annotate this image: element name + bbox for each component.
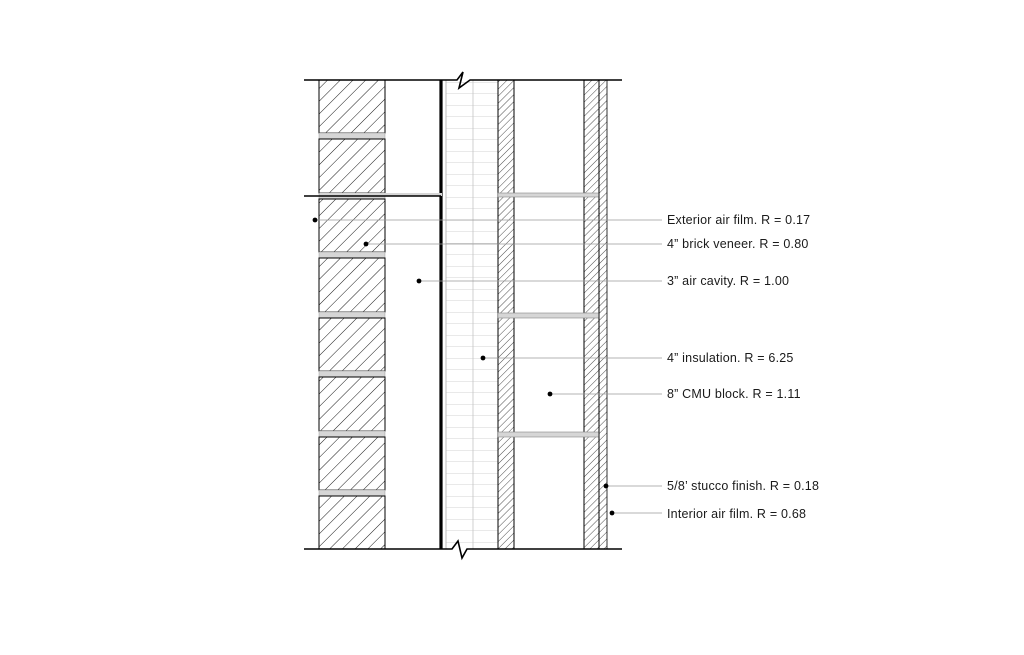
rigid-insulation xyxy=(446,80,498,549)
label-stucco-finish: 5/8’ stucco finish. R = 0.18 xyxy=(667,479,820,493)
cmu-web xyxy=(498,432,599,437)
cmu-web xyxy=(498,313,599,318)
leader-dot xyxy=(610,511,615,516)
mortar-joint xyxy=(319,431,385,437)
mortar-joint xyxy=(319,252,385,258)
leader-dot xyxy=(604,484,609,489)
brick-veneer xyxy=(319,80,385,549)
brick xyxy=(319,318,385,371)
brick xyxy=(319,258,385,312)
mortar-joint xyxy=(319,133,385,139)
label-air-cavity: 3” air cavity. R = 1.00 xyxy=(667,274,790,288)
label-interior-air-film: Interior air film. R = 0.68 xyxy=(667,507,807,521)
mortar-joint xyxy=(319,490,385,496)
leader-dot xyxy=(313,218,318,223)
cmu-web xyxy=(498,193,599,197)
brick xyxy=(319,377,385,431)
mortar-joint xyxy=(319,371,385,377)
leader-dot xyxy=(548,392,553,397)
label-exterior-air-film: Exterior air film. R = 0.17 xyxy=(667,213,811,227)
label-insulation: 4” insulation. R = 6.25 xyxy=(667,351,794,365)
brick xyxy=(319,139,385,193)
label-cmu-block: 8” CMU block. R = 1.11 xyxy=(667,387,801,401)
leader-dot xyxy=(417,279,422,284)
label-brick-veneer: 4” brick veneer. R = 0.80 xyxy=(667,237,809,251)
brick xyxy=(319,496,385,549)
leader-dot xyxy=(364,242,369,247)
brick xyxy=(319,437,385,490)
brick xyxy=(319,80,385,133)
stucco-finish xyxy=(599,80,607,549)
leader-dot xyxy=(481,356,486,361)
callout-labels xyxy=(667,213,819,521)
mortar-joint xyxy=(319,312,385,318)
